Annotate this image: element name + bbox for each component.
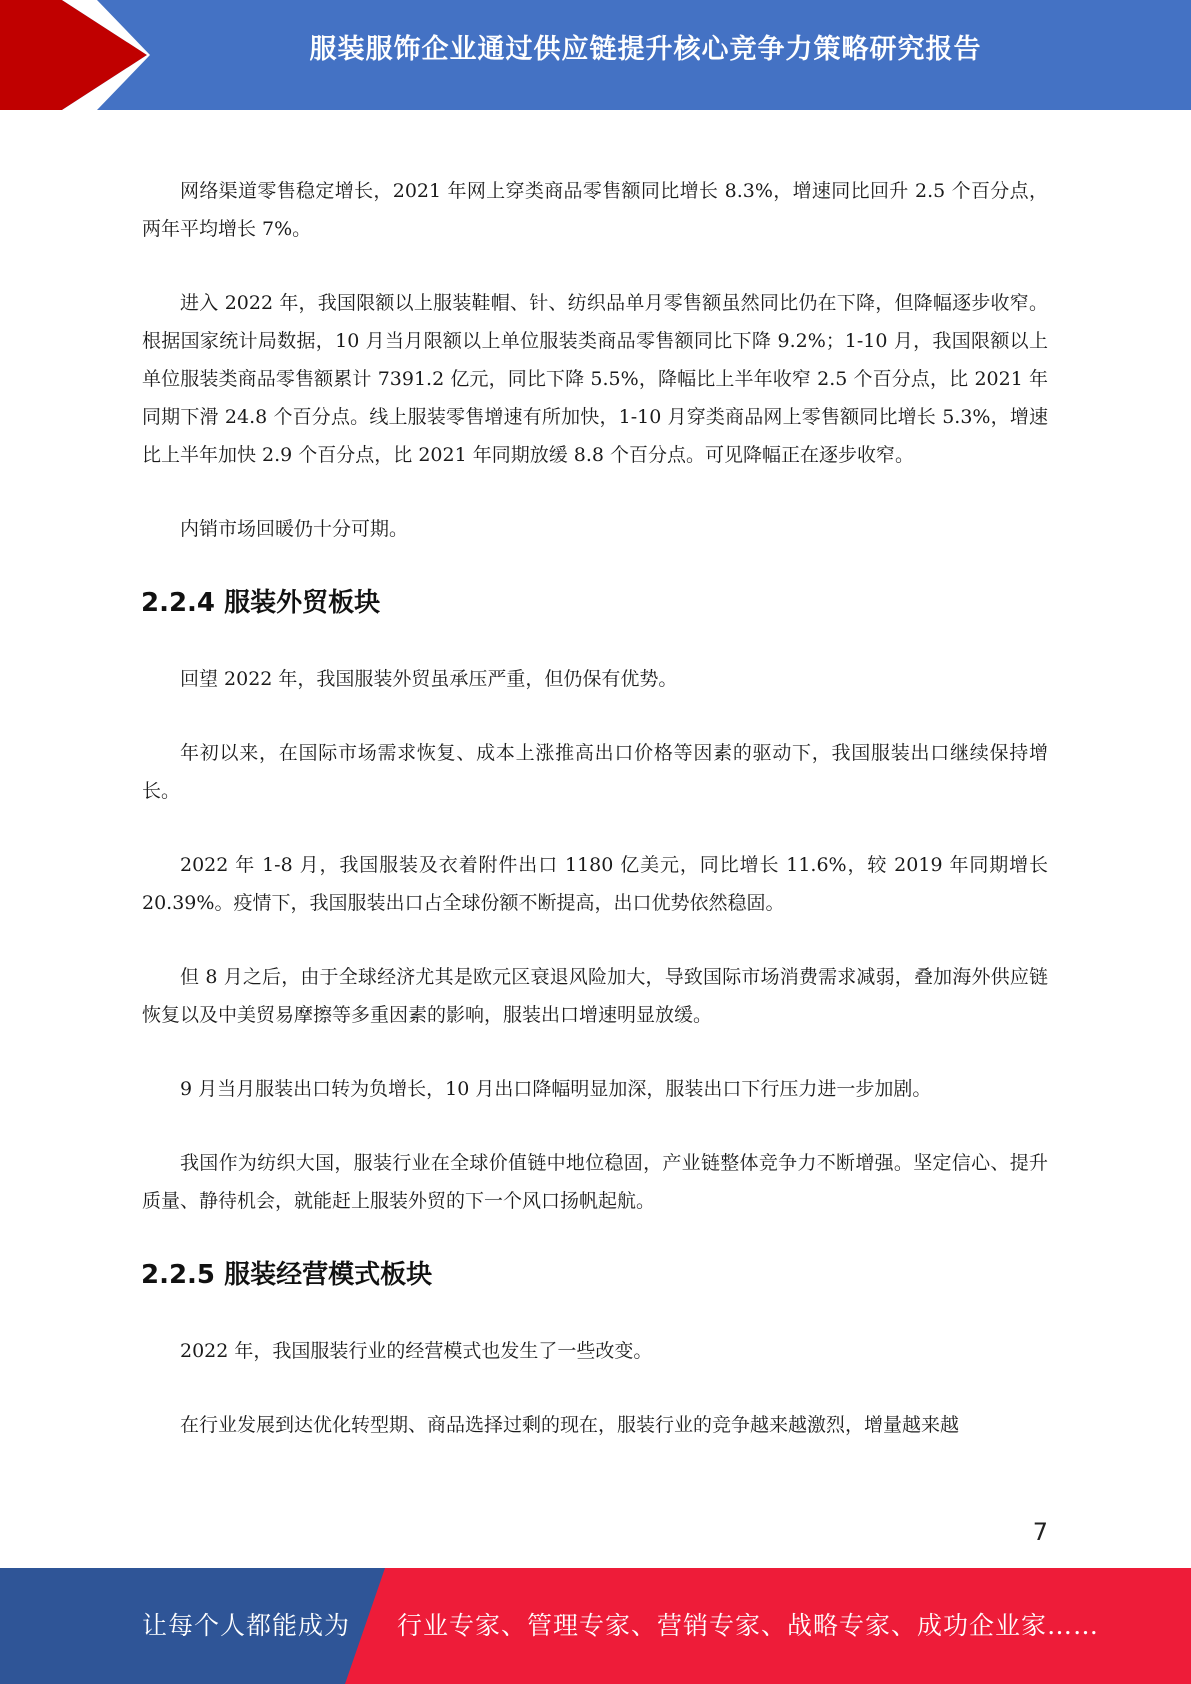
paragraph: 我国作为纺织大国，服装行业在全球价值链中地位稳固，产业链整体竞争力不断增强。坚定信心、提升质量、静待机会，就能赶上服装外贸的下一个风口扬帆起航。 bbox=[142, 1152, 1048, 1212]
section-heading-2-2-4: 2.2.4 服装外贸板块 bbox=[141, 588, 381, 618]
page-footer bbox=[0, 1568, 1191, 1684]
page-header bbox=[0, 0, 1191, 110]
paragraph: 9 月当月服装出口转为负增长，10 月出口降幅明显加深，服装出口下行压力进一步加剧。 bbox=[180, 1078, 932, 1100]
paragraph: 但 8 月之后，由于全球经济尤其是欧元区衰退风险加大，导致国际市场消费需求减弱，叠加海外供应链恢复以及中美贸易摩擦等多重因素的影响，服装出口增速明显放缓。 bbox=[142, 966, 1048, 1026]
section-heading-2-2-5: 2.2.5 服装经营模式板块 bbox=[141, 1260, 433, 1290]
report-title: 服装服饰企业通过供应链提升核心竞争力策略研究报告 bbox=[309, 34, 982, 65]
paragraph: 在行业发展到达优化转型期、商品选择过剩的现在，服装行业的竞争越来越激烈，增量越来越 bbox=[180, 1414, 960, 1436]
paragraph: 年初以来，在国际市场需求恢复、成本上涨推高出口价格等因素的驱动下，我国服装出口继续保持增长。 bbox=[142, 742, 1048, 802]
footer-slogan-right: 行业专家、管理专家、营销专家、战略专家、成功企业家…… bbox=[397, 1611, 1100, 1640]
paragraph: 2022 年 1-8 月，我国服装及衣着附件出口 1180 亿美元，同比增长 11.6%，较 2019 年同期增长 20.39%。疫情下，我国服装出口占全球份额不断提高，出口优势依然稳固。 bbox=[142, 854, 1048, 914]
paragraph: 内销市场回暖仍十分可期。 bbox=[180, 518, 409, 540]
paragraph: 网络渠道零售稳定增长，2021 年网上穿类商品零售额同比增长 8.3%，增速同比回升 2.5 个百分点，两年平均增长 7%。 bbox=[142, 180, 1048, 240]
page-number: 7 bbox=[1032, 1518, 1048, 1546]
footer-slogan-left: 让每个人都能成为 bbox=[142, 1611, 351, 1640]
paragraph: 进入 2022 年，我国限额以上服装鞋帽、针、纺织品单月零售额虽然同比仍在下降，但降幅逐步收窄。根据国家统计局数据，10 月当月限额以上单位服装类商品零售额同比下降 9.2%；1-10 月，我国限额以上单位服装类商品零售额累计 7391.2 亿元，同比下降 5.5%，降幅比上半年收窄 2.5 个百分点，比 2021 年同期下滑 24.8 个百分点。线上服装零售增速有所加快，1-10 月穿类商品网上零售额同比增长 5.3%，增速比上半年加快 2.9 个百分点，比 2021 年同期放缓 8.8 个百分点。可见降幅正在逐步收窄。 bbox=[142, 292, 1048, 466]
paragraph: 回望 2022 年，我国服装外贸虽承压严重，但仍保有优势。 bbox=[180, 668, 678, 690]
document-body bbox=[142, 172, 1048, 1480]
paragraph: 2022 年，我国服装行业的经营模式也发生了一些改变。 bbox=[180, 1340, 653, 1362]
